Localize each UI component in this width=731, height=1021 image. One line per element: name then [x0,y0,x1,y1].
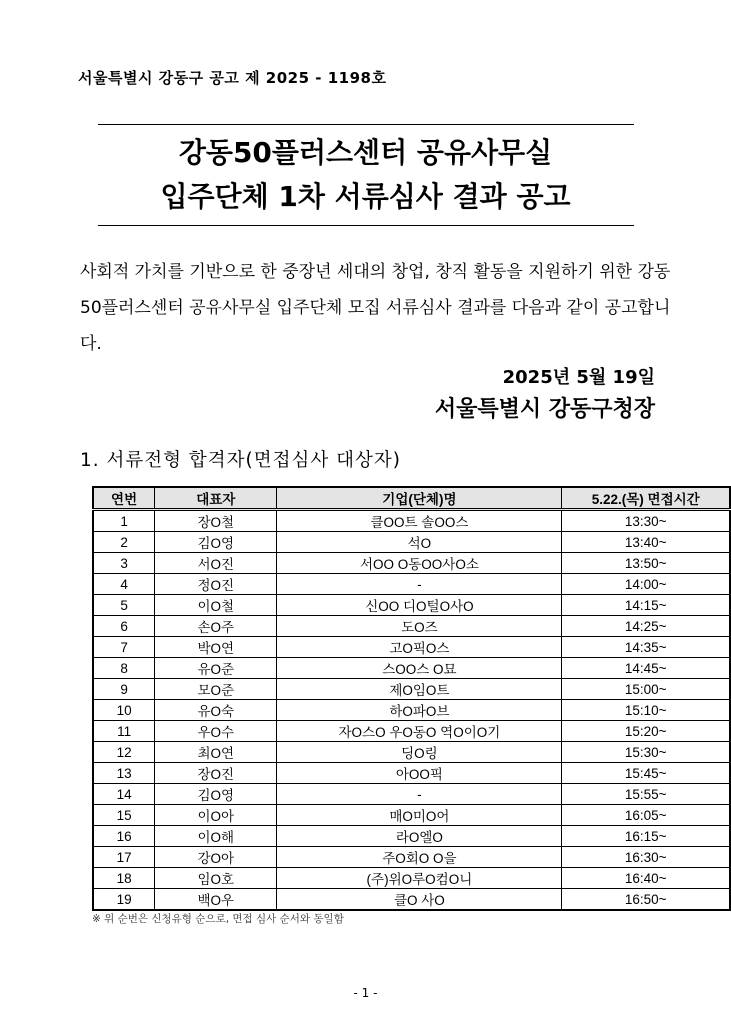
row-representative: 정O진 [155,574,277,595]
table-row [93,679,730,700]
row-organization: (주)위O루O컴O니 [277,868,562,889]
row-number: 14 [93,784,155,805]
table-header-row [93,487,730,510]
divider-top [98,124,634,125]
table-row [93,784,730,805]
row-number: 2 [93,532,155,553]
table-row [93,826,730,847]
table-row [93,763,730,784]
row-representative: 이O해 [155,826,277,847]
row-representative: 유O숙 [155,700,277,721]
title-line-1: 강동50플러스센터 공유사무실 [178,136,553,169]
row-organization: 서OO O동OO사O소 [277,553,562,574]
table-row [93,868,730,889]
row-representative: 백O우 [155,889,277,911]
row-number: 9 [93,679,155,700]
row-representative: 서O진 [155,553,277,574]
header-representative: 대표자 [155,487,277,510]
row-organization: - [277,574,562,595]
row-representative: 박O연 [155,637,277,658]
row-representative: 손O주 [155,616,277,637]
row-interview-time: 16:40~ [562,868,730,889]
row-number: 8 [93,658,155,679]
row-interview-time: 13:50~ [562,553,730,574]
row-interview-time: 13:40~ [562,532,730,553]
header-interview-time: 5.22.(목) 면접시간 [562,487,730,510]
row-representative: 최O연 [155,742,277,763]
row-organization: 제O임O트 [277,679,562,700]
notice-date: 2025년 5월 19일 [502,367,655,388]
row-organization: 신OO 디O털O사O [277,595,562,616]
table-row [93,742,730,763]
table-row [93,574,730,595]
notice-number: 서울특별시 강동구 공고 제 2025 - 1198호 [78,69,387,87]
row-representative: 김O영 [155,784,277,805]
row-interview-time: 14:35~ [562,637,730,658]
row-representative: 이O아 [155,805,277,826]
table-row [93,595,730,616]
row-number: 15 [93,805,155,826]
row-representative: 장O진 [155,763,277,784]
row-interview-time: 14:45~ [562,658,730,679]
table-row [93,616,730,637]
row-representative: 모O준 [155,679,277,700]
table-row [93,700,730,721]
footnote: ※ 위 순번은 신청유형 순으로, 면접 심사 순서와 동일함 [92,913,344,925]
row-interview-time: 16:30~ [562,847,730,868]
row-organization: 고O픽O스 [277,637,562,658]
table-row [93,510,730,532]
row-interview-time: 15:55~ [562,784,730,805]
row-interview-time: 15:00~ [562,679,730,700]
row-organization: 아OO픽 [277,763,562,784]
row-organization: 스OO스 O묘 [277,658,562,679]
row-interview-time: 14:25~ [562,616,730,637]
row-representative: 강O아 [155,847,277,868]
table-row [93,721,730,742]
body-text: 사회적 가치를 기반으로 한 중장년 세대의 창업, 창직 활동을 지원하기 위한 강동50플러스센터 공유사무실 입주단체 모집 서류심사 결과를 다음과 같이 공고합니다. [80,262,671,354]
row-organization: 라O엘O [277,826,562,847]
row-representative: 김O영 [155,532,277,553]
row-interview-time: 16:50~ [562,889,730,911]
row-interview-time: 13:30~ [562,510,730,532]
table-row [93,889,730,911]
header-number: 연번 [93,487,155,510]
row-number: 6 [93,616,155,637]
row-number: 19 [93,889,155,911]
row-organization: 하O파O브 [277,700,562,721]
row-interview-time: 16:05~ [562,805,730,826]
row-organization: 클OO트 솔OO스 [277,510,562,532]
row-number: 11 [93,721,155,742]
row-organization: 매O미O어 [277,805,562,826]
table-row [93,532,730,553]
row-number: 1 [93,510,155,532]
row-organization: 석O [277,532,562,553]
row-number: 5 [93,595,155,616]
row-number: 12 [93,742,155,763]
table-row [93,658,730,679]
row-interview-time: 16:15~ [562,826,730,847]
title-line-2: 입주단체 1차 서류심사 결과 공고 [160,180,571,213]
row-number: 3 [93,553,155,574]
row-representative: 유O준 [155,658,277,679]
row-number: 16 [93,826,155,847]
row-interview-time: 15:30~ [562,742,730,763]
table-row [93,847,730,868]
row-organization: 도O즈 [277,616,562,637]
table-row [93,637,730,658]
row-number: 10 [93,700,155,721]
row-number: 17 [93,847,155,868]
row-number: 7 [93,637,155,658]
row-organization: 자O스O 우O동O 역O이O기 [277,721,562,742]
page-number: - 1 - [353,986,378,1000]
divider-bottom [98,225,634,226]
row-organization: 딩O링 [277,742,562,763]
row-interview-time: 14:15~ [562,595,730,616]
row-representative: 우O수 [155,721,277,742]
header-organization: 기업(단체)명 [277,487,562,510]
row-interview-time: 15:45~ [562,763,730,784]
row-interview-time: 14:00~ [562,574,730,595]
row-interview-time: 15:20~ [562,721,730,742]
row-interview-time: 15:10~ [562,700,730,721]
issuer: 서울특별시 강동구청장 [434,397,655,422]
results-table [92,486,731,911]
row-representative: 이O철 [155,595,277,616]
row-representative: 임O호 [155,868,277,889]
table-row [93,553,730,574]
row-number: 18 [93,868,155,889]
row-organization: - [277,784,562,805]
row-organization: 클O 사O [277,889,562,911]
row-representative: 장O철 [155,510,277,532]
table-row [93,805,730,826]
row-number: 4 [93,574,155,595]
row-organization: 주O회O O을 [277,847,562,868]
section-title: 1. 서류전형 합격자(면접심사 대상자) [80,450,401,471]
row-number: 13 [93,763,155,784]
